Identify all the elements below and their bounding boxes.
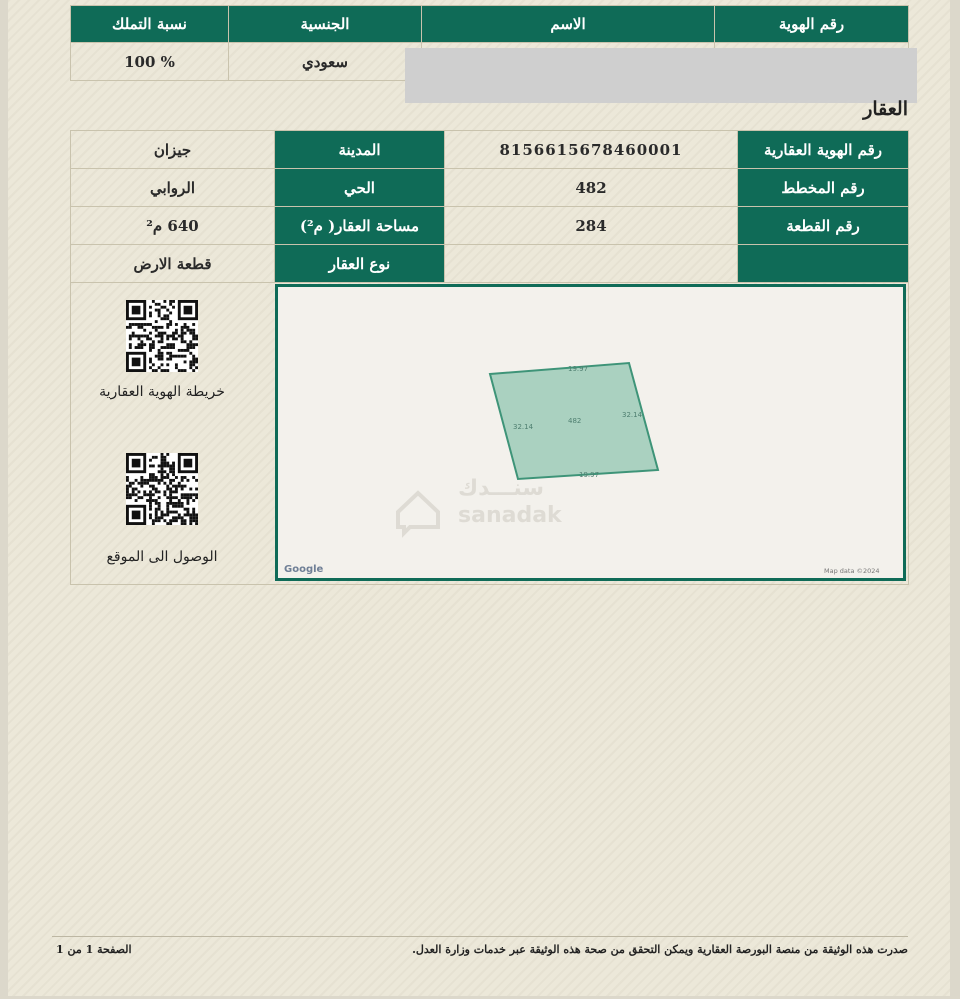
type-value: قطعة الارض bbox=[71, 245, 275, 283]
qr-code-map-icon[interactable] bbox=[126, 300, 198, 372]
district-label: الحي bbox=[275, 169, 445, 207]
district-value: الروابي bbox=[71, 169, 275, 207]
sanadak-watermark bbox=[398, 476, 563, 533]
side-bottom-label: 19.97 bbox=[579, 471, 600, 479]
plan-label: رقم المخطط bbox=[738, 169, 909, 207]
page-number: الصفحة 1 من 1 bbox=[56, 943, 132, 956]
deed-id-label: رقم الهوية العقارية bbox=[738, 131, 909, 169]
watermark-arabic: سنـــدك bbox=[458, 476, 545, 501]
map-attribution: Map data ©2024 bbox=[824, 567, 880, 575]
map-svg bbox=[278, 287, 903, 578]
city-value: جيزان bbox=[71, 131, 275, 169]
google-logo: Google bbox=[284, 564, 324, 575]
empty-cell bbox=[445, 245, 738, 283]
plot-label: رقم القطعة bbox=[738, 207, 909, 245]
type-label: نوع العقار bbox=[275, 245, 445, 283]
footer-note: صدرت هذه الوثيقة من منصة البورصة العقارية ويمكن التحقق من صحة هذه الوثيقة عبر خدمات وزارة العدل. bbox=[412, 943, 908, 956]
qr-location-block bbox=[62, 453, 262, 565]
header-ownership: نسبة التملك bbox=[71, 6, 229, 43]
section-title: العقار bbox=[863, 98, 908, 120]
city-label: المدينة bbox=[275, 131, 445, 169]
nationality-value: سعودي bbox=[229, 43, 422, 81]
plot-value: 284 bbox=[445, 207, 738, 245]
header-name: الاسم bbox=[422, 6, 715, 43]
ownership-value: 100 % bbox=[71, 43, 229, 81]
qr-map-caption: خريطة الهوية العقارية bbox=[99, 384, 225, 400]
plan-value: 482 bbox=[445, 169, 738, 207]
empty-label-cell bbox=[738, 245, 909, 283]
qr-map-block bbox=[62, 300, 262, 400]
qr-location-caption: الوصول الى الموقع bbox=[106, 549, 218, 565]
header-nationality: الجنسية bbox=[229, 6, 422, 43]
footer-divider bbox=[52, 936, 908, 937]
area-label: مساحة العقار( م²) bbox=[275, 207, 445, 245]
area-value: 640 م² bbox=[71, 207, 275, 245]
plot-map[interactable] bbox=[275, 284, 906, 581]
watermark-english: sanadak bbox=[458, 503, 562, 528]
side-left-label: 32.14 bbox=[513, 423, 534, 431]
side-top-label: 19.97 bbox=[568, 365, 589, 373]
qr-code-location-icon[interactable] bbox=[126, 453, 198, 525]
side-right-label: 32.14 bbox=[622, 411, 643, 419]
plot-number-label: 482 bbox=[568, 417, 582, 425]
watermark-house-icon bbox=[398, 493, 438, 533]
deed-id-value: 8156615678460001 bbox=[445, 131, 738, 169]
redaction-box bbox=[405, 48, 917, 103]
header-id: رقم الهوية bbox=[715, 6, 909, 43]
